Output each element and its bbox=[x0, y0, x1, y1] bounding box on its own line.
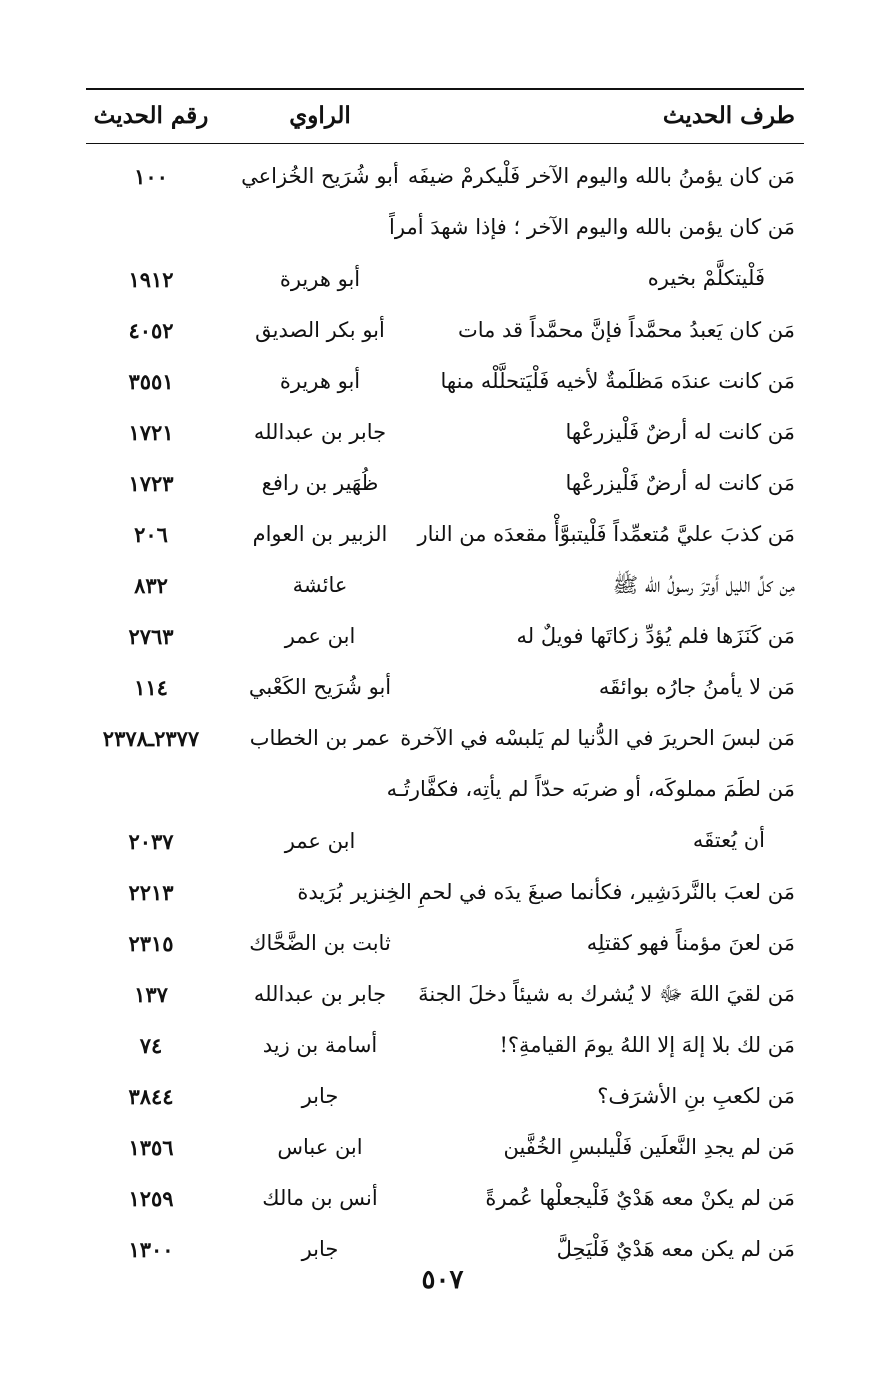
hadith-number: ١٧٢١ bbox=[128, 420, 174, 445]
narrator: جابر bbox=[301, 1237, 339, 1261]
hadith-text bbox=[517, 611, 795, 662]
hadith-number: ١٢٥٩ bbox=[128, 1186, 174, 1211]
table-row bbox=[0, 656, 885, 707]
hadith-text bbox=[599, 662, 795, 713]
hadith-text-line: مَن لعنَ مؤمناً فهو كقتلِه bbox=[586, 931, 795, 955]
hadith-number: ١١٤ bbox=[134, 675, 168, 700]
narrator: عائشة bbox=[292, 573, 348, 597]
hadith-number: ٢٣١٥ bbox=[128, 931, 174, 956]
narrator: ابن عباس bbox=[277, 1135, 363, 1159]
table-row bbox=[0, 350, 885, 401]
narrator: ابن عمر bbox=[284, 829, 356, 853]
hadith-number: ٢٣٧٧ـ٢٣٧٨ bbox=[102, 726, 200, 751]
header-rule bbox=[86, 143, 804, 144]
hadith-text bbox=[408, 151, 795, 202]
hadith-index-table bbox=[0, 145, 885, 1269]
top-rule bbox=[86, 88, 804, 90]
hadith-number: ١٣٠٠ bbox=[128, 1237, 174, 1262]
hadith-text bbox=[587, 918, 795, 969]
hadith-number: ٣٥٥١ bbox=[128, 369, 174, 394]
hadith-text bbox=[503, 1122, 795, 1173]
hadith-text bbox=[566, 407, 795, 458]
hadith-text-line: مَن لك بلا إلهَ إلا اللهُ يومَ القيامةِ؟! bbox=[499, 1033, 795, 1057]
hadith-text bbox=[400, 713, 795, 764]
narrator: جابر بن عبدالله bbox=[253, 420, 387, 444]
narrator: ثابت بن الضَّحَّاك bbox=[249, 931, 391, 955]
narrator: أبو بكر الصديق bbox=[255, 318, 385, 342]
hadith-text-line: مِن كلِّ الليل أَوترَ رسولُ الله ﷺ bbox=[612, 573, 795, 597]
table-row bbox=[0, 912, 885, 963]
hadith-text-line: مَن لعبَ بالنَّردَشِير، فكأنما صبغَ يدَه في لحمِ الخِنزير bbox=[350, 880, 795, 904]
table-row bbox=[0, 758, 885, 861]
table-row bbox=[0, 299, 885, 350]
hadith-number: ٧٤ bbox=[139, 1033, 163, 1058]
hadith-number: ١٧٢٣ bbox=[128, 471, 174, 496]
hadith-text-line: مَن لطَمَ مملوكَه، أو ضربَه حدّاً لم يأتِه، فكفَّارتُـه bbox=[386, 777, 795, 801]
hadith-text-line: مَن لقيَ اللهَ ﷻ لا يُشرك به شيئاً دخلَ الجنةَ bbox=[418, 982, 795, 1006]
narrator: عمر بن الخطاب bbox=[249, 726, 391, 750]
table-row bbox=[0, 1065, 885, 1116]
hadith-text-line: مَن كذبَ عليَّ مُتعمِّداً فَلْيتبوَّأْ مقعدَه من النار bbox=[417, 522, 795, 546]
hadith-number: ٨٣٢ bbox=[134, 573, 168, 598]
table-row bbox=[0, 1014, 885, 1065]
hadith-text-line: مَن لبسَ الحريرَ في الدُّنيا لم يَلبسْه في الآخرة bbox=[400, 726, 795, 750]
hadith-number: ١٠٠ bbox=[134, 164, 168, 189]
narrator: أبو شُرَيح الكَعْبي bbox=[248, 675, 392, 699]
hadith-text bbox=[597, 1071, 795, 1122]
hadith-text-line: مَن لم يكنْ معه هَدْيٌ فَلْيجعلْها عُمرةً bbox=[485, 1186, 795, 1210]
hadith-text bbox=[566, 458, 795, 509]
table-row bbox=[0, 452, 885, 503]
narrator: أبو هريرة bbox=[279, 267, 361, 291]
narrator: أبو شُرَيح الخُزاعي bbox=[241, 164, 399, 188]
table-row bbox=[0, 963, 885, 1014]
hadith-text-line: مَن لكعبِ بنِ الأشرَف؟ bbox=[597, 1084, 795, 1108]
hadith-text-line: مَن لا يأمنُ جارُه بوائقَه bbox=[598, 675, 795, 699]
table-row bbox=[0, 401, 885, 452]
narrator: بُرَيدة bbox=[297, 880, 343, 904]
narrator: الزبير بن العوام bbox=[252, 522, 388, 546]
narrator: جابر بن عبدالله bbox=[253, 982, 387, 1006]
narrator: ابن عمر bbox=[284, 624, 356, 648]
table-row bbox=[0, 861, 885, 912]
table-row bbox=[0, 1218, 885, 1269]
narrator: ظُهَير بن رافع bbox=[261, 471, 379, 495]
hadith-text bbox=[389, 202, 795, 304]
hadith-text-line: مَن كانت عندَه مَظلَمةٌ لأخيه فَلْيَتحلَّلْه منها bbox=[440, 369, 795, 393]
table-row bbox=[0, 1116, 885, 1167]
hadith-text-continuation: فَلْيتكلَّمْ بخيره bbox=[647, 266, 765, 290]
hadith-text bbox=[485, 1173, 795, 1224]
hadith-text bbox=[417, 509, 795, 560]
hadith-text bbox=[441, 356, 795, 407]
hadith-number: ٢٢١٣ bbox=[128, 880, 174, 905]
hadith-text-line: مَن كان يؤمن بالله واليوم الآخر ؛ فإذا شهدَ أمراً bbox=[389, 215, 795, 239]
narrator: جابر bbox=[301, 1084, 339, 1108]
header-narrator: الراوي bbox=[289, 102, 351, 129]
header-hadith-text: طرف الحديث bbox=[662, 102, 795, 129]
table-row bbox=[0, 1167, 885, 1218]
header-hadith-number: رقم الحديث bbox=[93, 102, 209, 129]
hadith-text bbox=[458, 305, 795, 356]
table-row bbox=[0, 145, 885, 196]
table-row bbox=[0, 196, 885, 299]
hadith-number: ١٣٧ bbox=[134, 982, 168, 1007]
page-number: ٥٠٧ bbox=[421, 1265, 464, 1295]
narrator: أبو هريرة bbox=[279, 369, 361, 393]
table-row bbox=[0, 554, 885, 605]
table-row bbox=[0, 707, 885, 758]
hadith-number: ١٩١٢ bbox=[128, 267, 174, 292]
hadith-text bbox=[387, 764, 795, 866]
hadith-number: ٢٠٣٧ bbox=[128, 829, 174, 854]
hadith-number: ٢٧٦٣ bbox=[128, 624, 174, 649]
narrator: أنس بن مالك bbox=[262, 1186, 378, 1210]
hadith-text-line: مَن كَنَزَها فلم يُؤدِّ زكاتَها فويلٌ له bbox=[516, 624, 795, 648]
table-row bbox=[0, 503, 885, 554]
hadith-text-line: مَن لم يكن معه هَدْيٌ فَلْيَحِلَّ bbox=[556, 1237, 795, 1261]
hadith-text-line: مَن كان يَعبدُ محمَّداً فإنَّ محمَّداً قد مات bbox=[457, 318, 795, 342]
narrator: أسامة بن زيد bbox=[262, 1033, 378, 1057]
hadith-text bbox=[613, 560, 795, 611]
hadith-text-line: مَن كانت له أرضٌ فَلْيزرعْها bbox=[565, 420, 795, 444]
hadith-number: ٣٨٤٤ bbox=[128, 1084, 174, 1109]
hadith-text bbox=[418, 969, 795, 1020]
hadith-number: ١٣٥٦ bbox=[128, 1135, 174, 1160]
table-row bbox=[0, 605, 885, 656]
hadith-number: ٤٠٥٢ bbox=[128, 318, 174, 343]
hadith-text-continuation: أن يُعتقَه bbox=[692, 828, 765, 852]
hadith-text bbox=[499, 1020, 795, 1071]
hadith-text-line: مَن كان يؤمنُ بالله واليوم الآخر فَلْيكرمْ ضيفَه bbox=[407, 164, 795, 188]
hadith-text-line: مَن لم يجدِ النَّعلَين فَلْيلبسِ الخُفَّين bbox=[503, 1135, 795, 1159]
hadith-number: ٢٠٦ bbox=[134, 522, 168, 547]
hadith-text-line: مَن كانت له أرضٌ فَلْيزرعْها bbox=[565, 471, 795, 495]
